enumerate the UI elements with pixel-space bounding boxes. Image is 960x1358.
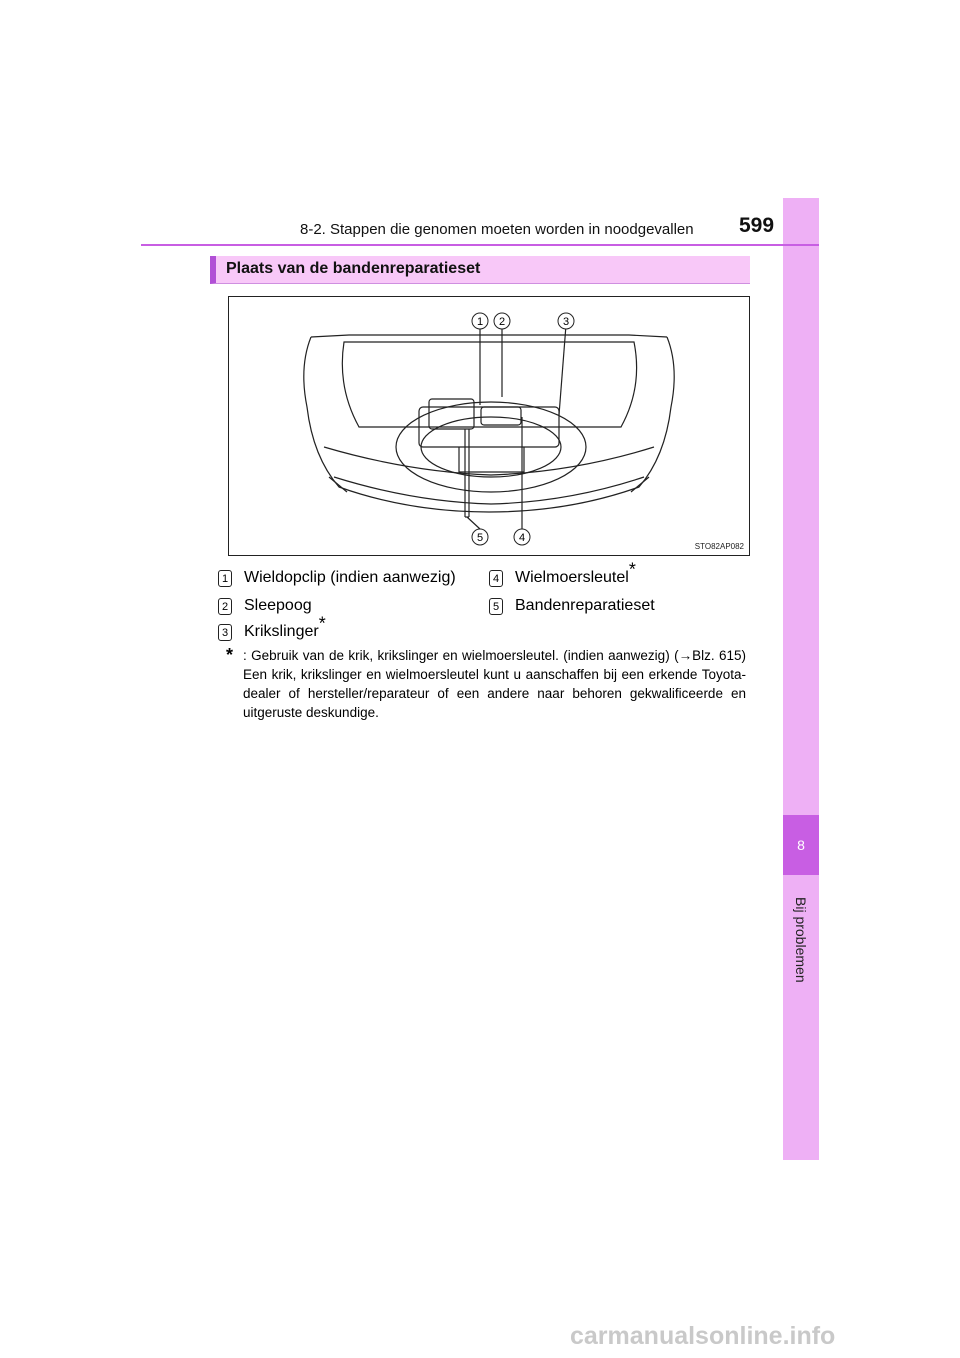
callout-1-label: 1 [476, 316, 484, 328]
header-divider [141, 244, 819, 246]
legend-num: 1 [218, 570, 232, 587]
legend-item-2 [218, 597, 312, 615]
section-path: 8-2. Stappen die genomen moeten worden in noodgevallen [300, 221, 694, 238]
legend-label: Krikslinger* [244, 613, 326, 640]
page-number: 599 [739, 214, 775, 237]
legend-num: 5 [489, 598, 503, 615]
trunk-drawing [229, 297, 749, 555]
chapter-title-text: Bij problemen [793, 897, 809, 983]
callout-5-label: 5 [476, 532, 484, 544]
footnote-text: : Gebruik van de krik, krikslinger en wielmoersleutel. (indien aanwezig) (→Blz. 615) Een krik, krikslinger en wielmoersleutel kunt u aanschaffen bij een erkende Toyota-dealer of hersteller/reparateur of een andere naar behoren gekwalificeerde en uitgeruste deskundige. [243, 648, 746, 720]
section-title: Plaats van de bandenreparatieset [210, 256, 750, 284]
legend-label: Sleepoog [244, 597, 312, 614]
legend-item-1 [218, 569, 456, 587]
trunk-illustration [228, 296, 750, 556]
legend-label: Bandenreparatieset [515, 597, 655, 614]
legend-num: 2 [218, 598, 232, 615]
callout-4-label: 4 [518, 532, 526, 544]
footnote-star: * [628, 559, 636, 580]
callout-3-label: 3 [562, 316, 570, 328]
footnote [226, 646, 746, 722]
legend-label: Wielmoersleutel* [515, 559, 636, 586]
figure-code: STO82AP082 [694, 542, 744, 551]
legend-item-5 [489, 597, 655, 615]
chapter-number: 8 [783, 815, 819, 875]
legend-num: 4 [489, 570, 503, 587]
footnote-mark: * [226, 645, 234, 665]
legend-item-4 [489, 559, 636, 587]
chapter-title [783, 880, 819, 1000]
watermark: carmanualsonline.info [570, 1322, 836, 1350]
legend-item-3 [218, 613, 326, 641]
callout-2-label: 2 [498, 316, 506, 328]
legend-num: 3 [218, 624, 232, 641]
legend-label: Wieldopclip (indien aanwezig) [244, 569, 456, 586]
chapter-side-tab [783, 198, 819, 1160]
footnote-star: * [318, 613, 326, 634]
